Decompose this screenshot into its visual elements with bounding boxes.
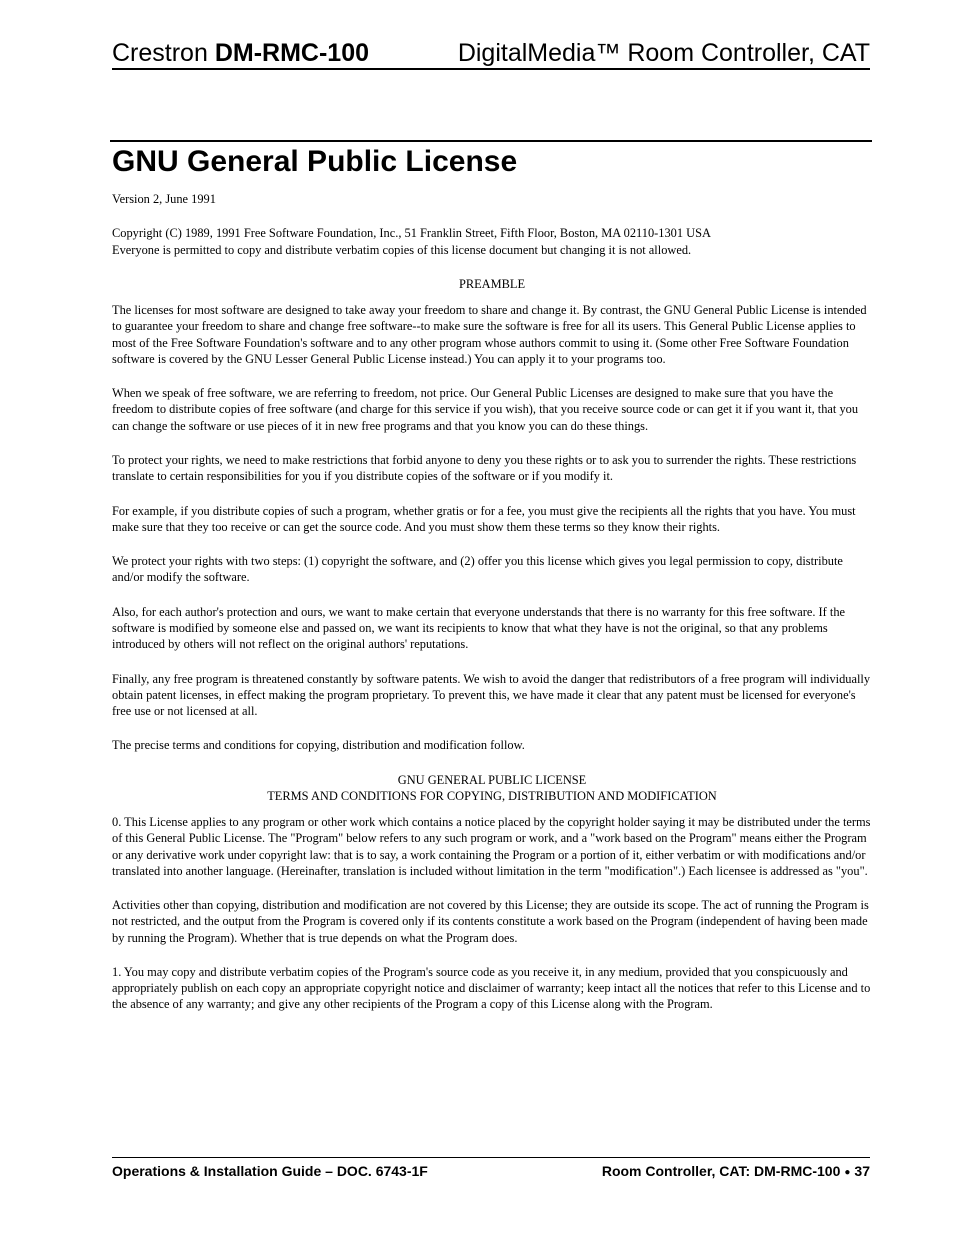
paragraph: When we speak of free software, we are referring to freedom, not price. Our General Public Licenses are designed to make sure that you have the freedom to distribute copies of free software (and charge for this service if you wish), that you receive source code or can get it if you want it, that you can change the software or use pieces of it in new free programs and that you know you can do these things. (112, 386, 859, 433)
page-title: GNU General Public License (112, 145, 518, 178)
header-brand-model (112, 38, 369, 68)
bullet-icon: ● (844, 1167, 851, 1178)
footer-product: Room Controller, CAT: DM-RMC-100 (601, 1163, 841, 1179)
version-line: Version 2, June 1991 (112, 192, 216, 206)
footer-doc-title: Operations & Installation Guide – DOC. 6743-1F (112, 1163, 428, 1179)
header-model: DM-RMC-100 (214, 39, 370, 67)
page-footer (112, 1157, 870, 1184)
header-product: DigitalMedia™ Room Controller, CAT (457, 39, 870, 67)
preamble-heading: PREAMBLE (458, 276, 526, 291)
paragraph: We protect your rights with two steps: (1) copyright the software, and (2) offer you this license which gives you legal permission to copy, distribute and/or modify the software. (112, 554, 843, 585)
page-number: 37 (854, 1163, 870, 1179)
paragraph: For example, if you distribute copies of such a program, whether gratis or for a fee, you must give the recipients all the rights that you have. You must make sure that they too receive or can get the source code. And you must show them these terms so they know their rights. (112, 503, 856, 534)
permission-line: Everyone is permitted to copy and distribute verbatim copies of this license document but changing it is not allowed. (112, 242, 692, 257)
paragraph: The precise terms and conditions for copying, distribution and modification follow. (112, 738, 525, 753)
footer-right (602, 1159, 870, 1185)
paragraph: Finally, any free program is threatened constantly by software patents. We wish to avoid the danger that redistributors of a free program will individually obtain patent licenses, in effect making the program proprietary. To prevent this, we have made it clear that any patent must be licensed for everyone's free use or not licensed at all. (112, 671, 871, 718)
license-heading: GNU GENERAL PUBLIC LICENSE (397, 772, 587, 787)
paragraph: Activities other than copying, distribution and modification are not covered by this License; they are outside its scope. The act of running the Program is not restricted, and the output from the Program is covered only if its contents constitute a work based on the Program (independent of having been made by running the Program). Whether that is true depends on what the Program does. (112, 898, 869, 945)
copyright-line: Copyright (C) 1989, 1991 Free Software Foundation, Inc., 51 Franklin Street, Fifth Floor, Boston, MA 02110-1301 USA (112, 226, 711, 241)
document-body (112, 191, 872, 1031)
paragraph: Also, for each author's protection and ours, we want to make certain that everyone understands that there is no warranty for this free software. If the software is modified by someone else and passed on, we want its recipients to know that what they have is not the original, so that any problems introduced by others will not reflect on the original authors' reputations. (112, 604, 846, 652)
header-brand: Crestron (112, 39, 208, 67)
paragraph: To protect your rights, we need to make restrictions that forbid anyone to deny you these rights or to ask you to surrender the rights. These restrictions translate to certain responsibilities for you if you distribute copies of the software or if you modify it. (112, 452, 857, 484)
terms-heading: TERMS AND CONDITIONS FOR COPYING, DISTRIBUTION AND MODIFICATION (267, 788, 717, 803)
paragraph: 1. You may copy and distribute verbatim copies of the Program's source code as you receive it, in any medium, provided that you conspicuously and appropriately publish on each copy an appropriate copyright notice and disclaimer of warranty; keep intact all the notices that refer to this License and to the absence of any warranty; and give any other recipients of the Program a copy of this License along with the Program. (112, 964, 871, 1012)
paragraph: 0. This License applies to any program or other work which contains a notice placed by the copyright holder saying it may be distributed under the terms of this General Public License. The "Program" below refers to any such program or work, and a "work based on the Program" means either the Program or any derivative work under copyright law: that is to say, a work containing the Program or a portion of it, either verbatim or with modifications and/or translated into another language. (Hereinafter, translation is included without limitation in the term "modification".) Each licensee is addressed as "you". (112, 815, 871, 878)
page-header (112, 38, 870, 70)
paragraph: The licenses for most software are designed to take away your freedom to share and change it. By contrast, the GNU General Public License is intended to guarantee your freedom to share and change free software--to make sure the software is free for all its users. This General Public License applies to most of the Free Software Foundation's software and to any other program whose authors commit to using it. (Some other Free Software Foundation software is covered by the GNU Lesser General Public License instead.) You can apply it to your programs too. (112, 303, 867, 366)
